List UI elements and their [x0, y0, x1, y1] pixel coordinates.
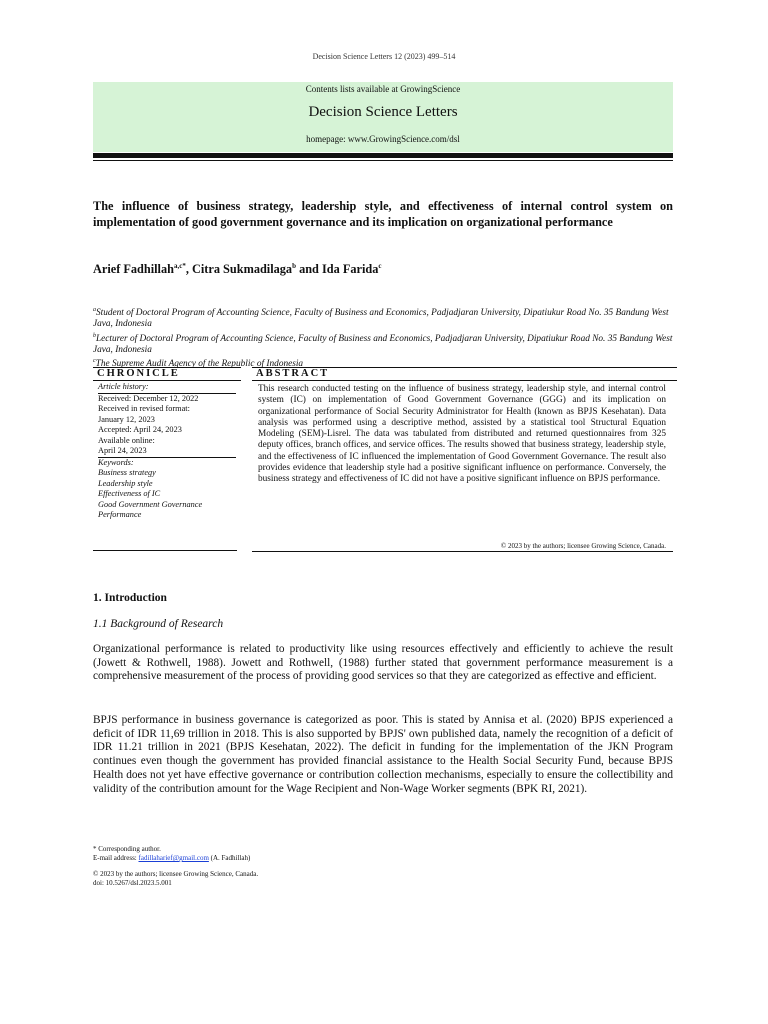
email-link[interactable]: fadillaharief@gmail.com — [138, 854, 209, 862]
author-sup: b — [292, 262, 296, 270]
revised-label: Received in revised format: — [98, 404, 190, 413]
subsection-heading: 1.1 Background of Research — [93, 618, 224, 630]
running-header: Decision Science Letters 12 (2023) 499–514 — [312, 52, 456, 61]
keyword: Leadership style — [98, 478, 153, 488]
keyword: Performance — [98, 510, 142, 519]
header-rule-thick — [93, 153, 673, 158]
keyword: Effectiveness of IC — [98, 489, 161, 498]
author-sup: a,c* — [173, 262, 186, 270]
chronicle-block — [98, 382, 236, 521]
revised-date: January 12, 2023 — [98, 414, 155, 424]
doi[interactable]: doi: 10.5267/dsl.2023.5.001 — [93, 879, 172, 887]
author-name: Citra Sukmadilaga — [191, 262, 293, 277]
author-list — [93, 262, 673, 277]
accepted-date: Accepted: April 24, 2023 — [98, 425, 182, 434]
online-label: Available online: — [98, 435, 155, 445]
chronicle-rule — [93, 550, 237, 551]
paragraph-2: BPJS performance in business governance is categorized as poor. This is stated by Annisa et al. (2020) BPJS experienced a deficit of IDR 11,69 trillion in 2018. This is also supported by BPJS' own published data, namely the recognition of a deficit of IDR 11.21 trillion in 2021 (BPJS Kesehatan, 2022). The deficit in funding for the implementation of the JKN Program continues even though the government has provided financial assistance to the Health Social Security Fund, because BPJS Health does not yet have effective governance or contribution collection mechanisms, especially to ensure the collectibility and validity of the contribution amount for the Wage Recipient and Non-Wage Worker segments (BPK RI, 2021). — [93, 714, 673, 795]
footer-copyright: © 2023 by the authors; licensee Growing Science, Canada. — [93, 870, 259, 878]
journal-banner — [93, 82, 673, 152]
keyword: Good Government Governance — [98, 499, 203, 509]
abstract-rule — [252, 551, 673, 552]
abstract-text: This research conducted testing on the influence of business strategy, leadership style, and internal control system (IC) on implementation of Good Government Governance (GGG) and its implication on organizational performance of Social Security Administrator for Health (known as BPJS Kesehatan). Data analysis was performed using a descriptive method, assisted by a statistical tool Structural Equation Modeling (SEM)-Lisrel. The data was tabulated from distributed and returned questionnaires from 325 deputy offices, branch offices, and service offices. The results showed that business strategy, leadership style, and the effectiveness of IC influenced the implementation of Good Government Governance. The result also provides evidence that leadership style had a positive significant influence on performance. Conversely, the business strategy and effectiveness of IC did not have a positive significant influence on BPJS performance. — [258, 384, 666, 485]
affiliation-b: $^b$Lecturer of Doctoral Program of Accounting Science, Faculty of Business and Economics, Padjadjaran University, Dipatiukur Road No. 35 Bandung West Java, Indonesia — [93, 332, 673, 356]
journal-homepage[interactable]: homepage: www.GrowingScience.com/dsl — [306, 134, 460, 144]
history-label: Article history: — [98, 382, 236, 394]
footnotes — [93, 845, 393, 888]
author-sep: and — [296, 262, 322, 277]
paragraph-1: Organizational performance is related to productivity like using resources effectively and efficiently to achieve the result (Jowett & Rothwell, 1988). Jowett and Rothwell, (1988) further stated that government performance measurement is a comprehensive measurement of the process of providing good services so that they are categorized as effective and efficient. — [93, 643, 673, 683]
affiliations — [93, 305, 673, 371]
email-line: E-mail address: fadillaharief@gmail.com (A. Fadhillah) — [93, 854, 251, 862]
author-sup: c — [378, 262, 382, 270]
online-date: April 24, 2023 — [98, 446, 236, 458]
affiliation-c: $^c$The Supreme Audit Agency of the Republic of Indonesia — [93, 358, 304, 370]
keyword: Business strategy — [98, 468, 156, 477]
author-sep: , — [185, 262, 192, 277]
chronicle-heading: CHRONICLE — [93, 367, 241, 381]
journal-name: Decision Science Letters — [308, 104, 458, 120]
paper-title: The influence of business strategy, leadership style, and effectiveness of internal control system on implementation of good government governance and its implication on organizational performance — [93, 199, 673, 229]
author-name: Ida Farida — [321, 262, 379, 277]
contents-line: Contents lists available at GrowingScience — [305, 84, 461, 94]
keywords-label: Keywords: — [98, 457, 134, 467]
abstract-copyright: © 2023 by the authors; licensee Growing Science, Canada. — [500, 542, 666, 550]
author-name: Arief Fadhillah — [93, 262, 174, 277]
corresponding-note: * Corresponding author. — [93, 845, 161, 853]
abstract-heading: ABSTRACT — [252, 367, 677, 381]
header-rule-thin — [93, 160, 673, 161]
section-heading: 1. Introduction — [93, 592, 167, 604]
affiliation-a: $^a$Student of Doctoral Program of Accounting Science, Faculty of Business and Economics, Padjadjaran University, Dipatiukur Road No. 35 Bandung West Java, Indonesia — [93, 307, 669, 330]
received-date: Received: December 12, 2022 — [98, 393, 199, 403]
